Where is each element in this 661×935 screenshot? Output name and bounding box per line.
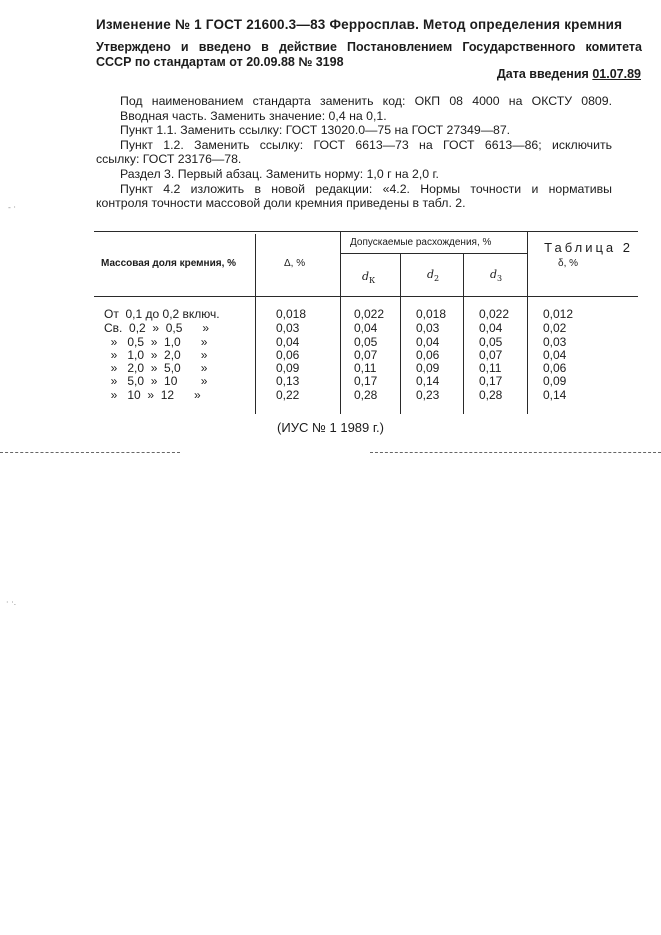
header-d3-subscript: 3 [497,274,503,284]
header-d3 [490,268,502,283]
table-col-divider-3 [400,254,401,414]
cell-d3: 0,07 [479,348,503,362]
document-title: Изменение № 1 ГОСТ 21600.3—83 Ферросплав. Метод определения кремния [96,17,623,32]
cell-range: » 10 » 12 » [104,388,201,402]
effective-date-label: Дата введения [496,67,589,81]
cell-dk: 0,17 [354,374,378,388]
cell-delta-small: 0,03 [543,335,567,349]
header-delta-small: δ, % [558,258,579,269]
cell-range: Св. 0,2 » 0,5 » [104,321,210,335]
cell-range: » 1,0 » 2,0 » [104,348,208,362]
cell-delta: 0,04 [276,335,300,349]
paragraph-intro: Вводная часть. Заменить значение: 0,4 на 0,1. [120,108,387,123]
paragraph-point-4-2-line2: контроля точности массовой доли кремния приведены в табл. 2. [96,196,466,211]
cell-delta-small: 0,09 [543,374,567,388]
approval-line-1: Утверждено и введено в действие Постановлением Государственного комитета [96,40,642,54]
cell-delta-small: 0,06 [543,361,567,375]
cell-delta: 0,018 [276,307,307,321]
cell-d2: 0,06 [416,348,440,362]
header-dk [362,270,375,285]
amendment-text [96,94,612,211]
table-caption: Таблица 2 [544,240,633,255]
cell-delta-small: 0,14 [543,388,567,402]
header-dk-subscript: К [369,276,376,286]
header-dk-symbol: d [362,270,370,283]
cell-delta: 0,13 [276,374,300,388]
cell-d2: 0,03 [416,321,440,335]
cell-range: От 0,1 до 0,2 включ. [104,307,220,321]
cell-d2: 0,14 [416,374,440,388]
cell-dk: 0,11 [354,361,377,375]
paragraph-point-1-1: Пункт 1.1. Заменить ссылку: ГОСТ 13020.0—75 на ГОСТ 27349—87. [120,123,511,138]
table-col-divider-1 [255,234,256,414]
paragraph-point-1-2-line2: ссылку: ГОСТ 23176—78. [96,152,242,167]
approval-line-2: СССР по стандартам от 20.09.88 № 3198 [96,54,344,69]
effective-date-value: 01.07.89 [592,67,641,81]
header-delta: Δ, % [284,258,306,269]
page-separator-right [370,452,661,453]
page-separator-left [0,452,180,453]
cell-d3: 0,04 [479,321,503,335]
cell-delta-small: 0,012 [543,307,574,321]
header-d2-subscript: 2 [434,274,440,284]
table-col-divider-5 [527,232,528,414]
cell-delta: 0,22 [276,388,300,402]
cell-d3: 0,28 [479,388,503,402]
cell-dk: 0,04 [354,321,378,335]
header-d3-symbol: d [490,268,498,281]
effective-date [497,67,641,81]
cell-range: » 5,0 » 10 » [104,374,208,388]
cell-d3: 0,022 [479,307,510,321]
cell-delta-small: 0,02 [543,321,567,335]
cell-range: » 0,5 » 1,0 » [104,335,208,349]
cell-dk: 0,05 [354,335,378,349]
cell-dk: 0,07 [354,348,378,362]
publication-reference: (ИУС № 1 1989 г.) [277,420,384,435]
cell-dk: 0,022 [354,307,385,321]
paragraph-section-3: Раздел 3. Первый абзац. Заменить норму: 1,0 г на 2,0 г. [120,166,439,181]
cell-d2: 0,23 [416,388,440,402]
scan-speck-1: ‐ · [8,203,16,212]
cell-delta-small: 0,04 [543,348,567,362]
header-d2-symbol: d [427,268,435,281]
cell-d2: 0,04 [416,335,440,349]
scan-speck-2: · ·. [6,598,17,607]
header-mass-fraction: Массовая доля кремния, % [101,258,237,269]
cell-d3: 0,05 [479,335,503,349]
cell-delta: 0,09 [276,361,300,375]
paragraph-point-4-2-line1: Пункт 4.2 изложить в новой редакции: «4.2. Нормы точности и нормативы [120,181,612,196]
table-col-divider-2 [340,232,341,414]
header-d2 [427,268,439,283]
approval-statement [96,40,642,69]
cell-d2: 0,018 [416,307,447,321]
cell-delta: 0,06 [276,348,300,362]
cell-d2: 0,09 [416,361,440,375]
paragraph-point-1-2-line1: Пункт 1.2. Заменить ссылку: ГОСТ 6613—73 на ГОСТ 6613—86; исключить [120,137,612,152]
table-group-rule [340,253,527,254]
cell-delta: 0,03 [276,321,300,335]
table-header-rule [94,296,638,297]
cell-dk: 0,28 [354,388,378,402]
cell-d3: 0,17 [479,374,503,388]
table-top-rule [94,231,638,232]
paragraph-code: Под наименованием стандарта заменить код: ОКП 08 4000 на ОКСТУ 0809. [120,94,612,108]
cell-d3: 0,11 [479,361,502,375]
cell-range: » 2,0 » 5,0 » [104,361,208,375]
header-allowed-discrepancies: Допускаемые расхождения, % [350,237,492,248]
table-col-divider-4 [463,254,464,414]
